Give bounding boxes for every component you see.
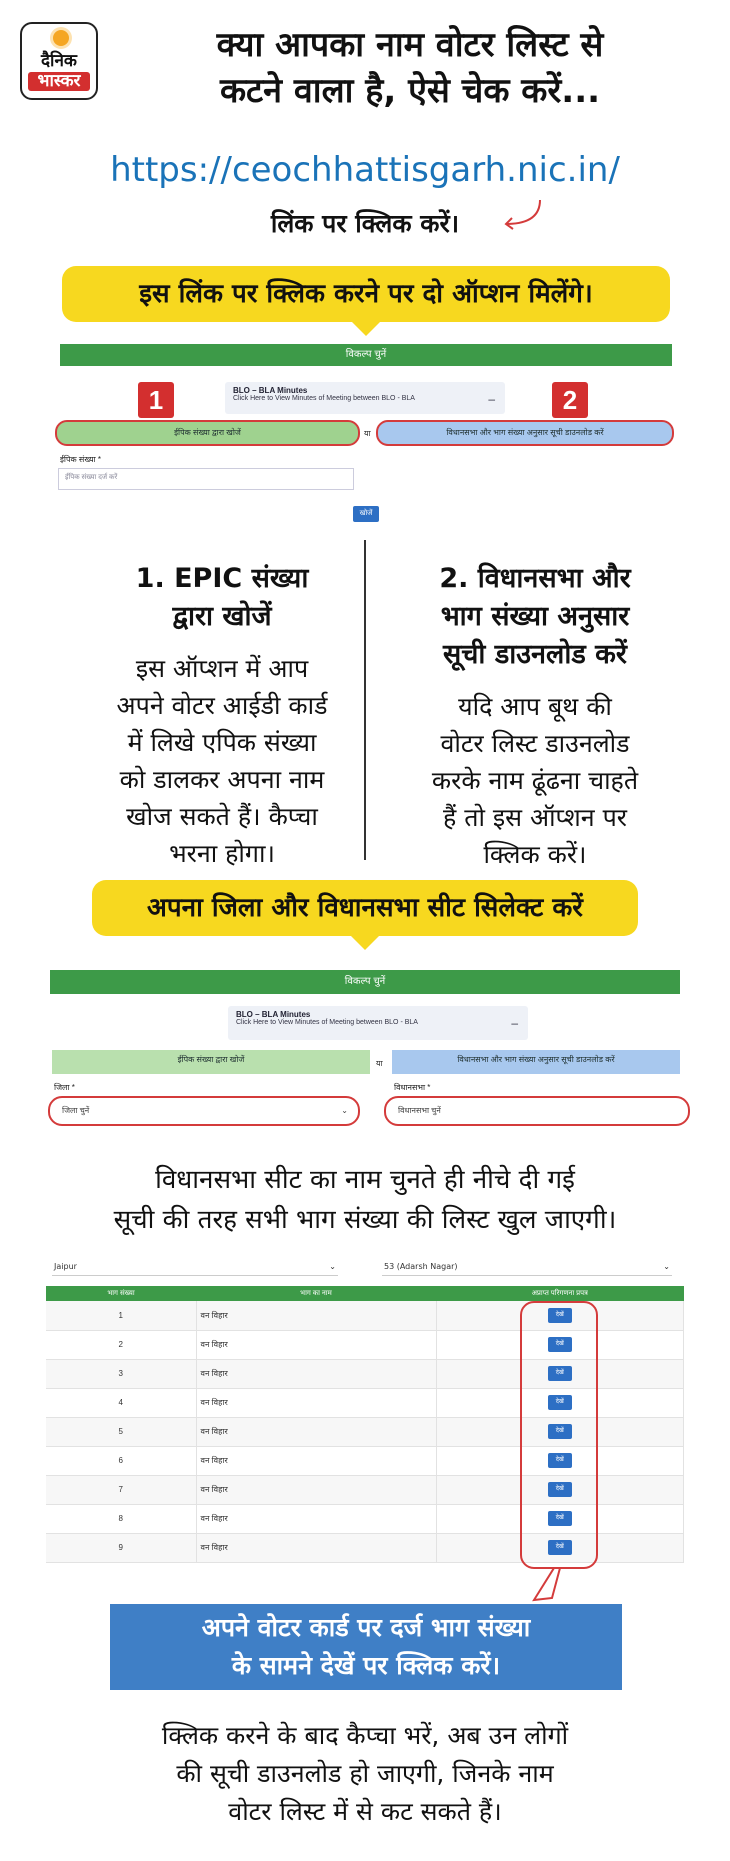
logo-line1: दैनिक xyxy=(41,51,77,71)
option-badge-1: 1 xyxy=(138,382,174,418)
view-button[interactable]: देखें xyxy=(548,1511,572,1526)
callout-pointer xyxy=(528,1566,568,1606)
header xyxy=(0,0,730,130)
option2-heading-line3: सूची डाउनलोड करें xyxy=(443,639,627,670)
option1-body xyxy=(82,650,362,872)
final-explainer-line2: की सूची डाउनलोड हो जाएगी, जिनके नाम xyxy=(176,1759,554,1788)
view-button[interactable]: देखें xyxy=(548,1424,572,1439)
part-number-cell: 1 xyxy=(46,1301,196,1330)
epic-input[interactable]: ईपिक संख्या दर्ज करें xyxy=(58,468,354,490)
option2-body-line: हैं तो इस ऑप्शन पर xyxy=(442,803,628,832)
view-button[interactable]: देखें xyxy=(548,1337,572,1352)
link-hint: लिंक पर क्लिक करें। xyxy=(270,209,460,238)
assembly-label: विधानसभा * xyxy=(394,1083,431,1092)
option2-body xyxy=(385,688,685,873)
assembly-dropdown[interactable] xyxy=(382,1258,672,1276)
option2-body-line: यदि आप बूथ की xyxy=(458,692,612,721)
part-name-cell: वन विहार xyxy=(196,1301,436,1330)
assembly-select-value: विधानसभा चुनें xyxy=(398,1106,441,1115)
option2-body-line: वोटर लिस्ट डाउनलोड xyxy=(440,729,630,758)
assembly-explainer-line2: सूची की तरह सभी भाग संख्या की लिस्ट खुल जाएगी। xyxy=(113,1205,617,1235)
part-name-cell: वन विहार xyxy=(196,1417,436,1446)
part-name-cell: वन विहार xyxy=(196,1475,436,1504)
view-instruction-line2: के सामने देखें पर क्लिक करें। xyxy=(231,1651,501,1680)
option2-heading-line2: भाग संख्या अनुसार xyxy=(440,601,630,632)
view-instruction-line1: अपने वोटर कार्ड पर दर्ज भाग संख्या xyxy=(201,1613,531,1642)
collapse-icon[interactable]: – xyxy=(488,392,495,406)
col-header-forms: अप्राप्त परिगणना प्रपत्र xyxy=(436,1286,684,1301)
option1-body-line: भरना होगा। xyxy=(169,839,275,868)
district-dropdown[interactable] xyxy=(52,1258,338,1276)
option-epic-search-2[interactable]: ईपिक संख्या द्वारा खोजें xyxy=(52,1050,370,1074)
option2-body-line: क्लिक करें। xyxy=(483,840,587,869)
blo-bla-card-2[interactable] xyxy=(228,1006,528,1040)
part-name-cell: वन विहार xyxy=(196,1504,436,1533)
chevron-down-icon: ⌄ xyxy=(663,1262,670,1271)
view-buttons-highlight xyxy=(520,1301,598,1569)
logo-line2: भास्कर xyxy=(28,72,90,91)
option1-body-line: इस ऑप्शन में आप xyxy=(135,654,309,683)
banner-select-district: अपना जिला और विधानसभा सीट सिलेक्ट करें xyxy=(92,880,638,936)
district-select-value: जिला चुनें xyxy=(62,1106,90,1115)
option2-explainer xyxy=(385,560,685,873)
part-number-cell: 5 xyxy=(46,1417,196,1446)
ceo-link[interactable]: https://ceochhattisgarh.nic.in/ xyxy=(110,150,620,190)
option1-heading xyxy=(82,560,362,636)
part-name-cell: वन विहार xyxy=(196,1330,436,1359)
view-button[interactable]: देखें xyxy=(548,1395,572,1410)
or-label: या xyxy=(364,429,371,438)
final-explainer xyxy=(60,1717,670,1831)
blo-bla-card[interactable] xyxy=(225,382,505,414)
option2-heading xyxy=(385,560,685,674)
option1-body-line: खोज सकते हैं। कैप्चा xyxy=(126,802,318,831)
option1-body-line: को डालकर अपना नाम xyxy=(119,765,325,794)
option-assembly-download[interactable]: विधानसभा और भाग संख्या अनुसार सूची डाउनलोड करें xyxy=(376,420,674,446)
search-button[interactable]: खोजें xyxy=(353,506,379,522)
option-epic-search[interactable]: ईपिक संख्या द्वारा खोजें xyxy=(55,420,360,446)
column-divider xyxy=(364,540,366,860)
blo-title-2: BLO – BLA Minutes xyxy=(236,1010,311,1019)
option-assembly-download-2[interactable]: विधानसभा और भाग संख्या अनुसार सूची डाउनलोड करें xyxy=(392,1050,680,1074)
part-number-cell: 2 xyxy=(46,1330,196,1359)
option-badge-2: 2 xyxy=(552,382,588,418)
part-number-cell: 9 xyxy=(46,1533,196,1562)
chevron-down-icon: ⌄ xyxy=(329,1262,336,1271)
assembly-select[interactable] xyxy=(384,1096,690,1126)
col-header-part-name: भाग का नाम xyxy=(196,1286,436,1301)
view-button[interactable]: देखें xyxy=(548,1308,572,1323)
chevron-down-icon: ⌄ xyxy=(341,1106,348,1115)
part-name-cell: वन विहार xyxy=(196,1446,436,1475)
final-explainer-line1: क्लिक करने के बाद कैप्चा भरें, अब उन लोगों xyxy=(161,1721,569,1750)
view-button[interactable]: देखें xyxy=(548,1540,572,1555)
table-header-row xyxy=(46,1286,684,1301)
part-name-cell: वन विहार xyxy=(196,1388,436,1417)
district-dropdown-value: Jaipur xyxy=(54,1262,77,1271)
or-label-2: या xyxy=(376,1059,383,1068)
blo-sub: Click Here to View Minutes of Meeting between BLO - BLA xyxy=(233,395,415,402)
dainik-bhaskar-logo xyxy=(20,22,98,100)
part-number-cell: 8 xyxy=(46,1504,196,1533)
district-label: जिला * xyxy=(54,1083,75,1092)
view-button[interactable]: देखें xyxy=(548,1453,572,1468)
district-select[interactable] xyxy=(48,1096,360,1126)
assembly-explainer xyxy=(40,1160,690,1240)
part-number-cell: 3 xyxy=(46,1359,196,1388)
blo-title: BLO – BLA Minutes xyxy=(233,386,308,395)
assembly-explainer-line1: विधानसभा सीट का नाम चुनते ही नीचे दी गई xyxy=(155,1165,575,1195)
final-explainer-line3: वोटर लिस्ट में से कट सकते हैं। xyxy=(228,1797,502,1826)
part-number-cell: 6 xyxy=(46,1446,196,1475)
title-line1: क्या आपका नाम वोटर लिस्ट से xyxy=(216,25,604,65)
option1-explainer xyxy=(82,560,362,872)
option1-heading-line1: 1. EPIC संख्या xyxy=(135,563,309,594)
option2-body-line: करके नाम ढूंढना चाहते xyxy=(431,766,639,795)
view-button[interactable]: देखें xyxy=(548,1482,572,1497)
part-name-cell: वन विहार xyxy=(196,1359,436,1388)
options-screenshot xyxy=(0,340,730,540)
view-button[interactable]: देखें xyxy=(548,1366,572,1381)
choose-option-header-2: विकल्प चुनें xyxy=(50,970,680,994)
option1-heading-line2: द्वारा खोजें xyxy=(172,601,272,632)
select-screenshot xyxy=(0,960,730,1140)
option1-body-line: अपने वोटर आईडी कार्ड xyxy=(116,691,328,720)
title-line2: कटने वाला है, ऐसे चेक करें... xyxy=(219,71,601,111)
part-number-cell: 4 xyxy=(46,1388,196,1417)
part-number-cell: 7 xyxy=(46,1475,196,1504)
collapse-icon-2[interactable]: – xyxy=(511,1016,518,1030)
blo-sub-2: Click Here to View Minutes of Meeting between BLO - BLA xyxy=(236,1019,418,1026)
choose-option-header: विकल्प चुनें xyxy=(60,344,672,366)
view-instruction-callout xyxy=(110,1604,622,1690)
epic-field-label: ईपिक संख्या * xyxy=(60,455,102,464)
part-name-cell: वन विहार xyxy=(196,1533,436,1562)
assembly-dropdown-value: 53 (Adarsh Nagar) xyxy=(384,1262,458,1271)
col-header-part-number: भाग संख्या xyxy=(46,1286,196,1301)
page-title xyxy=(110,22,710,114)
sun-icon xyxy=(53,30,69,46)
option2-heading-line1: 2. विधानसभा और xyxy=(439,563,631,594)
banner-two-options: इस लिंक पर क्लिक करने पर दो ऑप्शन मिलेंगे। xyxy=(62,266,670,322)
option1-body-line: में लिखे एपिक संख्या xyxy=(127,728,317,757)
